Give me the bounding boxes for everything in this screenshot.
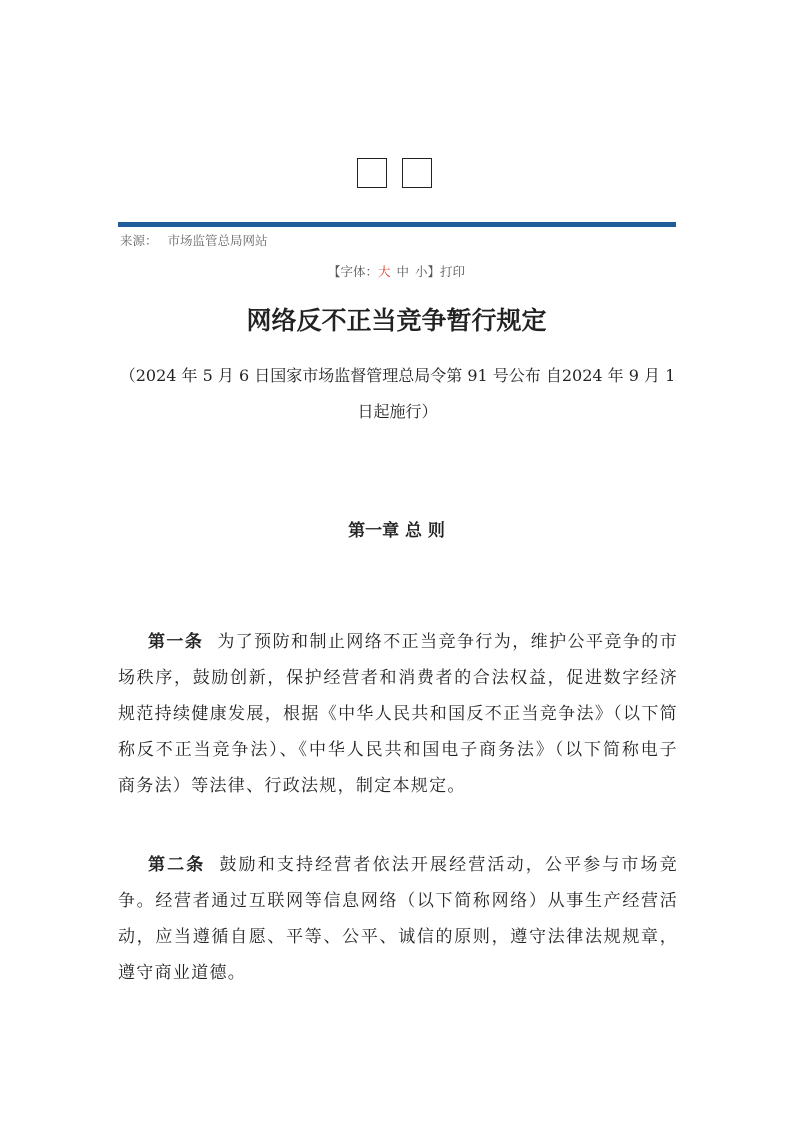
font-medium-link[interactable]: 中 [396,264,409,279]
chapter-heading: 第一章 总 则 [348,521,445,541]
placeholder-glyph-box [357,158,387,188]
article-text: 鼓励和支持经营者依法开展经营活动，公平参与市场竞争。经营者通过互联网等信息网络（以下简称网络）从事生产经营活动，应当遵循自愿、平等、公平、诚信的原则，遵守法律法规规章，遵守商业道德。 [118,855,679,983]
source-line [120,231,268,249]
font-large-link[interactable]: 大 [377,264,391,279]
font-bar-close: 】 [427,264,441,279]
print-link[interactable]: 打印 [440,264,466,279]
header-divider [118,222,676,227]
source-label: 来源： [120,233,158,248]
article-paragraph [118,624,678,804]
article-paragraph [118,847,678,991]
article-label: 第二条 [148,855,206,875]
font-size-bar [0,262,793,280]
placeholder-glyph-box [402,158,432,188]
logo-placeholder-boxes [357,158,432,188]
document-title: 网络反不正当竞争暂行规定 [246,306,547,335]
font-bar-open: 【字体： [327,264,378,279]
font-small-link[interactable]: 小 [415,264,428,279]
article-text: 为了预防和制止网络不正当竞争行为，维护公平竞争的市场秩序，鼓励创新，保护经营者和消费者的合法权益，促进数字经济规范持续健康发展，根据《中华人民共和国反不正当竞争法》（以下简称反不正当竞争法）、《中华人民共和国电子商务法》（以下简称电子商务法）等法律、行政法规，制定本规定。 [118,632,679,796]
source-value: 市场监管总局网站 [167,233,268,248]
document-subtitle: （2024 年 5 月 6 日国家市场监督管理总局令第 91 号公布 自2024 年 9 月 1 日起施行） [119,366,676,421]
article-label: 第一条 [148,632,204,652]
